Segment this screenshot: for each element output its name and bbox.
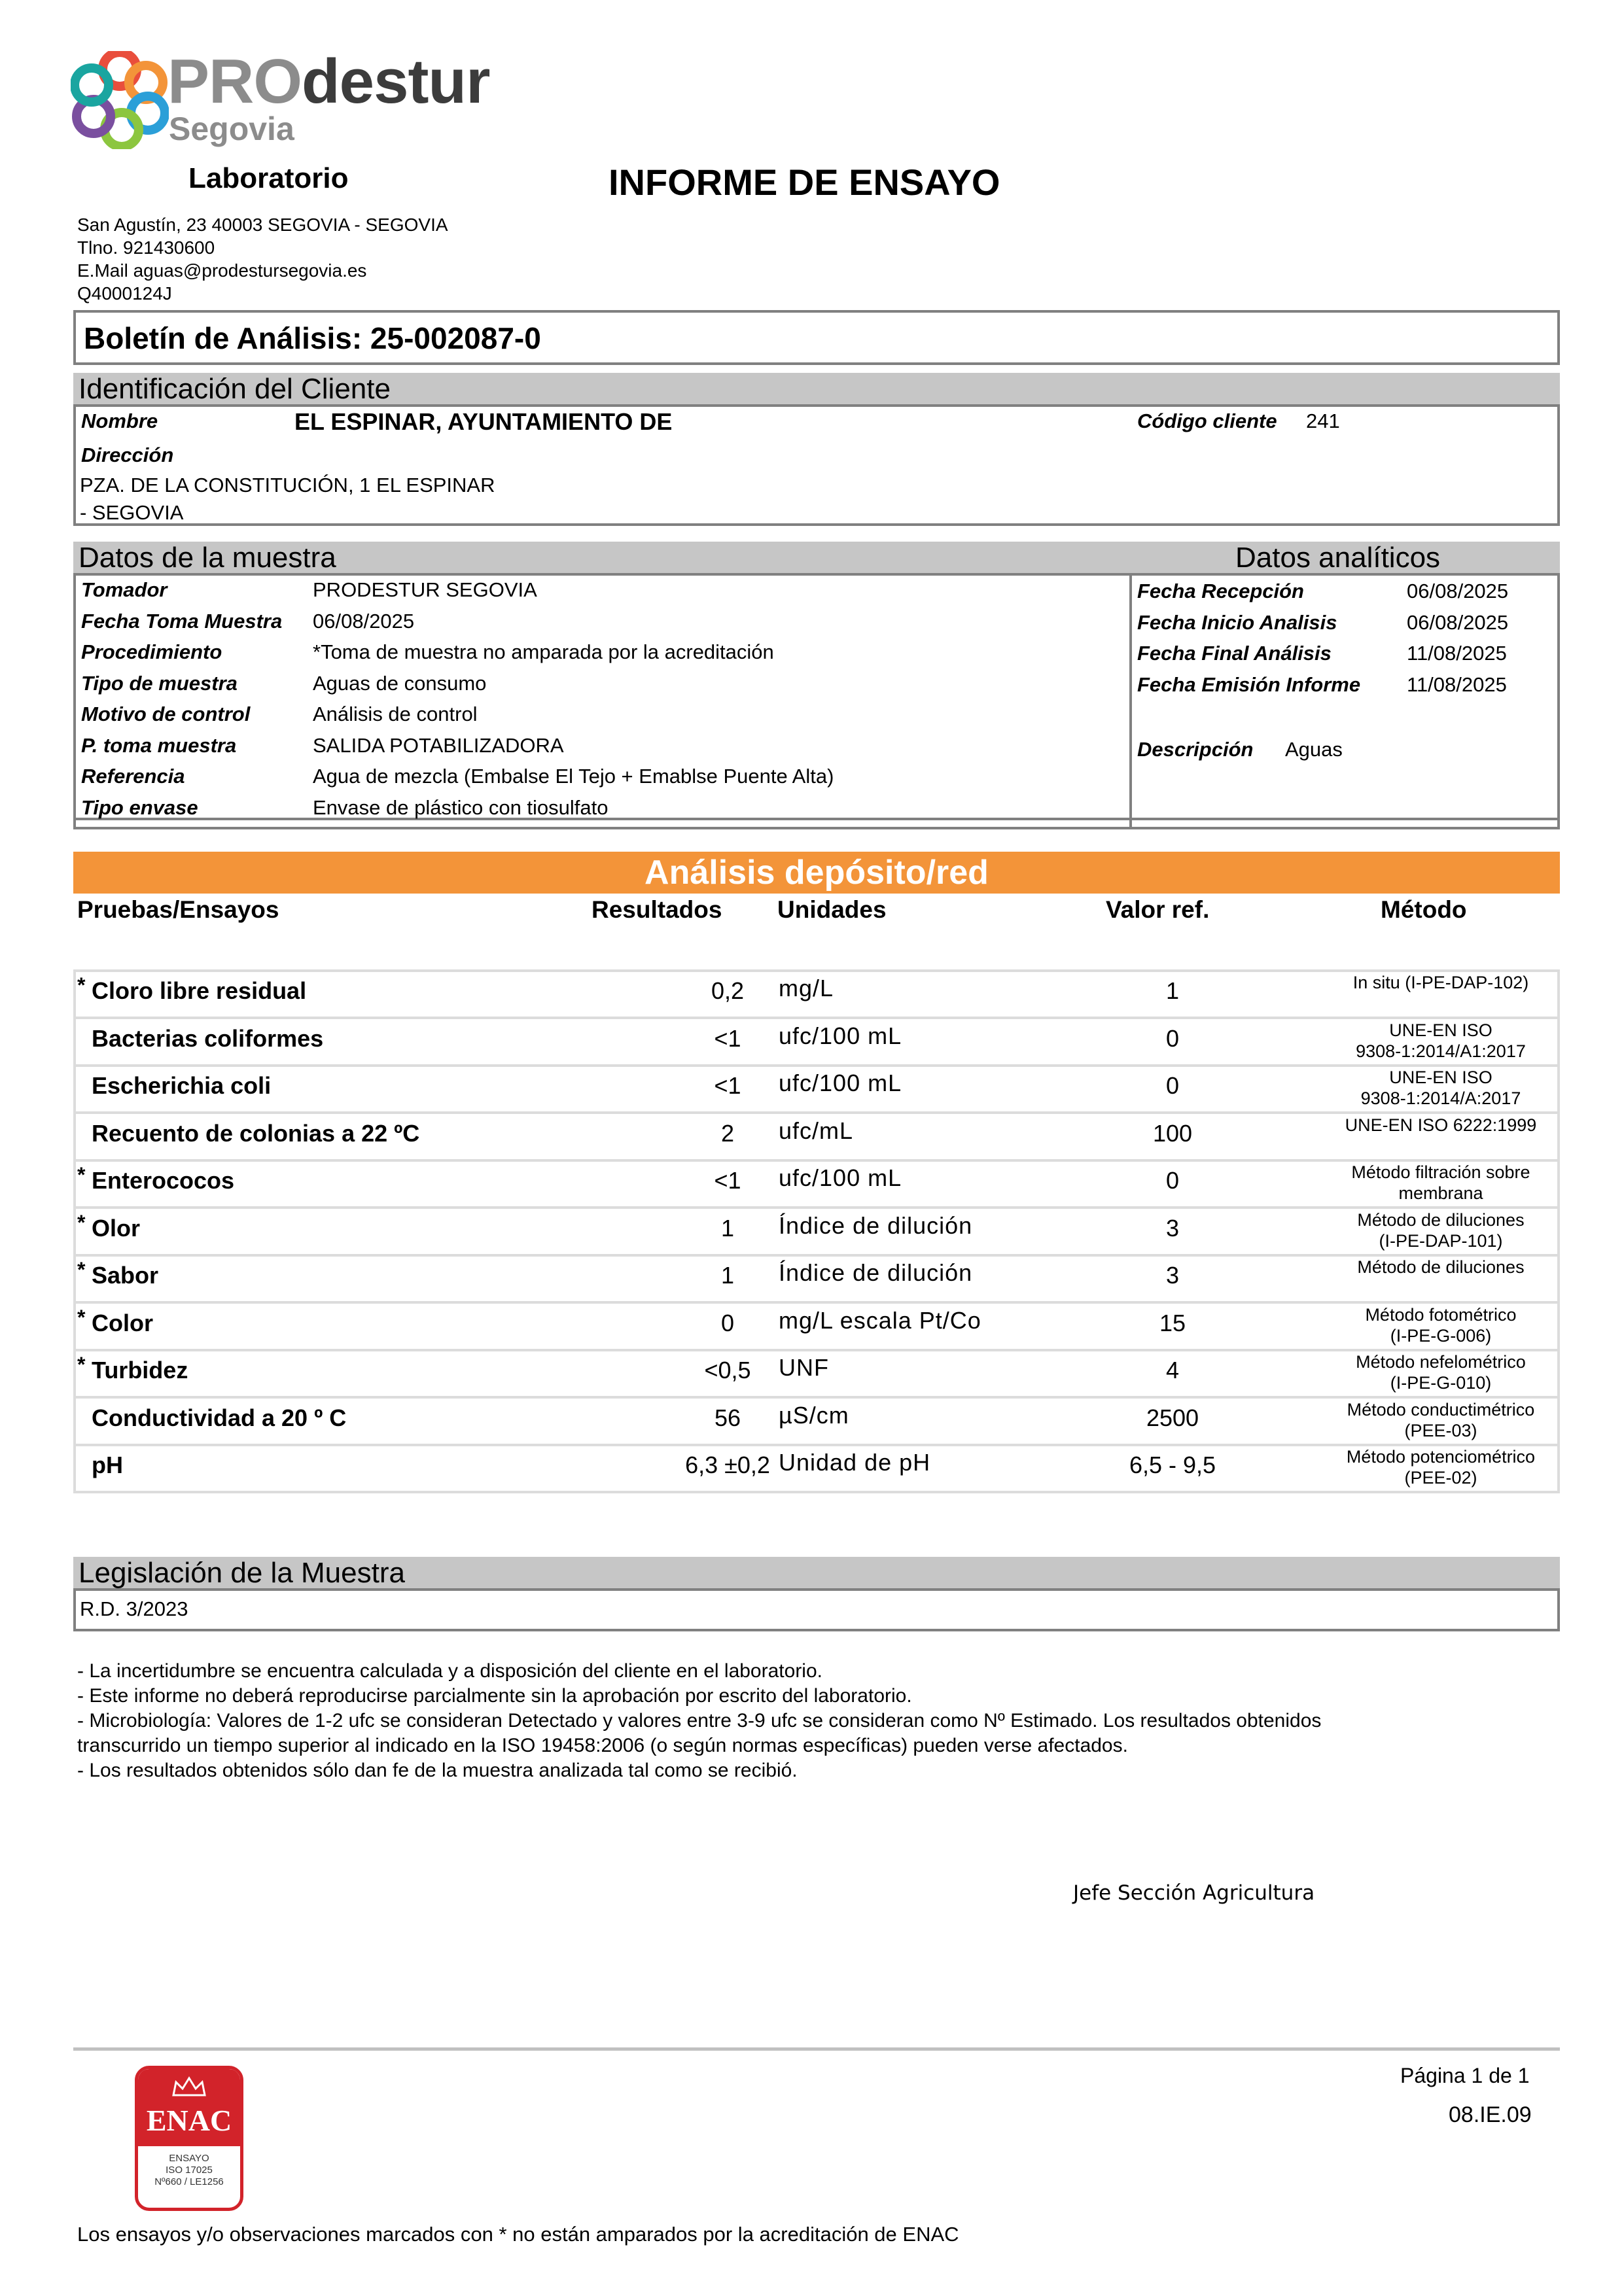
test-method	[1303, 1067, 1578, 1109]
lab-address: San Agustín, 23 40003 SEGOVIA - SEGOVIA	[77, 215, 448, 235]
test-name: Escherichia coli	[92, 1072, 272, 1099]
accreditation-star: *	[77, 1210, 86, 1234]
test-result: <1	[714, 1167, 741, 1194]
test-units: Índice de dilución	[779, 1211, 973, 1239]
table-row	[73, 1399, 1560, 1446]
client-address-line2: - SEGOVIA	[80, 501, 184, 524]
test-method-line1: Método filtración sobre	[1351, 1162, 1530, 1182]
legislation-box	[73, 1588, 1560, 1631]
sample-field-value: Agua de mezcla (Embalse El Tejo + Emablse Puente Alta)	[313, 765, 834, 788]
analytic-field-label: Fecha Emisión Informe	[1137, 672, 1361, 696]
client-address-label: Dirección	[81, 444, 174, 466]
test-result: 0	[720, 1309, 735, 1336]
test-name: Color	[92, 1309, 153, 1336]
enac-name: ENAC	[146, 2104, 232, 2137]
accreditation-star: *	[77, 1258, 86, 1281]
table-row	[73, 972, 1560, 1019]
test-result: 1	[720, 1214, 735, 1242]
analytic-section-title: Datos analíticos	[1235, 542, 1441, 574]
test-method	[1303, 1209, 1578, 1251]
test-method-line2: 9308-1:2014/A:2017	[1360, 1088, 1521, 1108]
test-method-line1: Método de diluciones	[1357, 1209, 1525, 1230]
test-ref-value: 6,5 - 9,5	[1129, 1452, 1216, 1478]
footer-divider	[73, 2047, 1560, 2051]
client-code-value: 241	[1306, 409, 1340, 432]
sample-field-value: 06/08/2025	[313, 609, 415, 633]
test-ref-value: 100	[1152, 1119, 1193, 1147]
test-method	[1303, 1020, 1578, 1062]
description-value: Aguas	[1285, 738, 1343, 761]
legislation-section-title: Legislación de la Muestra	[73, 1557, 1560, 1590]
test-method-line1: UNE-EN ISO	[1389, 1020, 1492, 1040]
test-result: <0,5	[704, 1357, 751, 1383]
table-row	[73, 1209, 1560, 1257]
client-code-label: Código cliente	[1137, 409, 1277, 432]
report-title: INFORME DE ENSAYO	[609, 162, 1000, 203]
flower-logo-icon	[71, 51, 169, 149]
test-name: Conductividad a 20 º C	[92, 1404, 347, 1431]
test-units: ufc/100 mL	[779, 1164, 902, 1191]
test-units: µS/cm	[779, 1401, 849, 1429]
test-name: Turbidez	[92, 1357, 188, 1383]
test-method-line1: UNE-EN ISO	[1389, 1068, 1492, 1087]
test-ref-value: 0	[1165, 1024, 1180, 1052]
accreditation-star: *	[77, 1305, 86, 1329]
analytic-field-value: 06/08/2025	[1407, 610, 1509, 634]
test-units: mg/L escala Pt/Co	[779, 1306, 981, 1334]
test-method	[1303, 1257, 1578, 1278]
accreditation-star: *	[77, 973, 86, 997]
table-row	[73, 1020, 1560, 1067]
test-method-line1: Método nefelométrico	[1356, 1352, 1526, 1372]
test-units: ufc/100 mL	[779, 1070, 902, 1096]
test-ref-value: 15	[1159, 1309, 1186, 1336]
header-ref: Valor ref.	[1106, 896, 1210, 923]
test-method	[1303, 1351, 1578, 1393]
test-method	[1303, 1399, 1578, 1441]
sample-field-label: Referencia	[81, 765, 185, 788]
lab-email: E.Mail aguas@prodestursegovia.es	[77, 260, 367, 281]
test-method	[1303, 1304, 1578, 1346]
test-method-line1: UNE-EN ISO 6222:1999	[1345, 1115, 1537, 1135]
analytic-field-label: Fecha Final Análisis	[1137, 642, 1332, 665]
test-name: Enterococos	[92, 1167, 235, 1194]
page-number: Página 1 de 1	[1400, 2064, 1530, 2087]
client-name-label: Nombre	[81, 409, 158, 432]
header-result: Resultados	[591, 896, 722, 923]
client-address-line1: PZA. DE LA CONSTITUCIÓN, 1 EL ESPINAR	[80, 474, 495, 496]
test-name: Olor	[92, 1214, 141, 1242]
test-units: ufc/mL	[779, 1117, 854, 1144]
lab-phone: Tlno. 921430600	[77, 237, 215, 258]
test-method-line2: (PEE-03)	[1404, 1420, 1477, 1440]
brand-destur: destur	[302, 46, 490, 116]
note-1: - La incertidumbre se encuentra calculada y a disposición del cliente en el laboratorio.	[77, 1660, 822, 1682]
sample-field-value: *Toma de muestra no amparada por la acreditación	[313, 640, 774, 663]
test-method	[1303, 1446, 1578, 1488]
test-method-line1: In situ (I-PE-DAP-102)	[1352, 973, 1529, 992]
test-units: Unidad de pH	[779, 1449, 931, 1476]
analytic-field-value: 11/08/2025	[1407, 672, 1507, 696]
sample-field-label: Tipo envase	[81, 795, 198, 819]
test-method-line2: (I-PE-DAP-101)	[1379, 1230, 1503, 1251]
analytic-field-label: Fecha Recepción	[1137, 580, 1304, 602]
test-result: 2	[720, 1119, 735, 1147]
enac-line2: ISO 17025	[166, 2165, 213, 2176]
sample-field-label: Tomador	[81, 578, 168, 601]
header-test: Pruebas/Ensayos	[77, 896, 279, 923]
sample-field-label: P. toma muestra	[81, 733, 237, 757]
test-name: Bacterias coliformes	[92, 1024, 324, 1052]
analytic-field-value: 11/08/2025	[1407, 642, 1507, 665]
sample-box	[73, 573, 1560, 829]
crown-icon	[169, 2076, 209, 2098]
test-method-line2: (I-PE-G-010)	[1390, 1373, 1492, 1393]
client-name-value: EL ESPINAR, AYUNTAMIENTO DE	[294, 408, 673, 435]
test-method-line1: Método potenciométrico	[1346, 1447, 1536, 1467]
analytic-field-label: Fecha Inicio Analisis	[1137, 610, 1337, 634]
accreditation-star: *	[77, 1353, 86, 1376]
test-method	[1303, 1162, 1578, 1204]
test-name: Sabor	[92, 1262, 159, 1289]
test-method-line2: (I-PE-G-006)	[1390, 1325, 1492, 1346]
sample-field-label: Motivo de control	[81, 703, 251, 725]
notes	[77, 1659, 1321, 1783]
signature-role: Jefe Sección Agricultura	[1073, 1881, 1315, 1905]
enac-badge	[135, 2066, 243, 2211]
test-method-line2: (PEE-02)	[1404, 1468, 1477, 1487]
test-method-line1: Método fotométrico	[1365, 1304, 1517, 1325]
table-row	[73, 1115, 1560, 1162]
sample-field-label: Fecha Toma Muestra	[81, 609, 283, 633]
sample-field-value: PRODESTUR SEGOVIA	[313, 578, 537, 601]
test-method	[1303, 1115, 1578, 1136]
test-result: 0,2	[711, 977, 745, 1004]
test-result: 6,3 ±0,2	[685, 1452, 770, 1478]
note-2: - Este informe no deberá reproducirse parcialmente sin la aprobación por escrito del laboratorio.	[77, 1685, 912, 1707]
enac-line3: Nº660 / LE1256	[154, 2176, 224, 2187]
enac-line1: ENSAYO	[169, 2153, 209, 2164]
note-3: - Microbiología: Valores de 1-2 ufc se consideran Detectado y valores entre 3-9 ufc se consideran como Nº Estimado. Los resultados obtenidos	[77, 1710, 1322, 1731]
test-method-line1: Método conductimétrico	[1347, 1399, 1535, 1419]
accreditation-star: *	[77, 1163, 86, 1187]
test-method	[1303, 972, 1578, 993]
test-method-line1: Método de diluciones	[1357, 1257, 1525, 1277]
lab-cif: Q4000124J	[77, 283, 172, 304]
description-label: Descripción	[1137, 738, 1254, 761]
analytic-field-value: 06/08/2025	[1407, 580, 1509, 602]
bulletin-number: Boletín de Análisis: 25-002087-0	[84, 321, 541, 355]
table-row	[73, 1067, 1560, 1114]
test-name: Cloro libre residual	[92, 977, 307, 1004]
lab-title: Laboratorio	[188, 162, 349, 194]
brand-sub: Segovia	[169, 111, 294, 147]
test-ref-value: 0	[1165, 1072, 1180, 1099]
sample-field-label: Procedimiento	[81, 640, 222, 663]
test-ref-value: 3	[1165, 1262, 1180, 1289]
sample-section-bar	[73, 542, 1560, 574]
table-row	[73, 1257, 1560, 1304]
table-row	[73, 1304, 1560, 1351]
bulletin-box	[73, 310, 1560, 365]
sample-section-title: Datos de la muestra	[79, 542, 336, 574]
sample-field-value: Aguas de consumo	[313, 671, 487, 695]
sample-field-label: Tipo de muestra	[81, 671, 238, 695]
table-row	[73, 1162, 1560, 1209]
document-code: 08.IE.09	[1449, 2102, 1532, 2127]
test-ref-value: 3	[1165, 1214, 1180, 1242]
header-units: Unidades	[777, 896, 887, 923]
test-ref-value: 4	[1165, 1357, 1180, 1383]
table-row	[73, 1446, 1560, 1493]
enac-disclaimer: Los ensayos y/o observaciones marcados con * no están amparados por la acreditación de ENAC	[77, 2223, 959, 2246]
client-box	[73, 404, 1560, 526]
test-result: <1	[714, 1024, 741, 1052]
sample-field-value: Análisis de control	[313, 703, 478, 725]
note-5: - Los resultados obtenidos sólo dan fe de la muestra analizada tal como se recibió.	[77, 1760, 798, 1781]
test-units: UNF	[779, 1354, 829, 1381]
client-section-title: Identificación del Cliente	[73, 373, 1560, 406]
test-units: Índice de dilución	[779, 1259, 973, 1286]
test-method-line2: 9308-1:2014/A1:2017	[1356, 1041, 1526, 1061]
test-units: ufc/100 mL	[779, 1022, 902, 1049]
test-name: Recuento de colonias a 22 ºC	[92, 1119, 420, 1147]
analysis-section-title: Análisis depósito/red	[73, 852, 1560, 894]
brand-pro: PRO	[168, 46, 302, 116]
test-result: 56	[714, 1404, 741, 1431]
prodestur-logo	[71, 46, 490, 150]
sample-field-value: SALIDA POTABILIZADORA	[313, 733, 564, 757]
test-ref-value: 0	[1165, 1167, 1180, 1194]
header-method: Método	[1381, 896, 1467, 923]
test-name: pH	[92, 1452, 123, 1478]
legislation-value: R.D. 3/2023	[80, 1597, 188, 1620]
test-result: <1	[714, 1072, 741, 1099]
test-ref-value: 1	[1165, 977, 1180, 1004]
test-ref-value: 2500	[1146, 1404, 1199, 1431]
test-method-line2: membrana	[1398, 1183, 1483, 1203]
test-result: 1	[720, 1262, 735, 1289]
test-units: mg/L	[779, 975, 834, 1001]
note-4: transcurrido un tiempo superior al indicado en la ISO 19458:2006 (o según normas específicas) pueden verse afectados.	[77, 1735, 1128, 1756]
table-row	[73, 1351, 1560, 1399]
sample-field-value: Envase de plástico con tiosulfato	[313, 795, 609, 819]
